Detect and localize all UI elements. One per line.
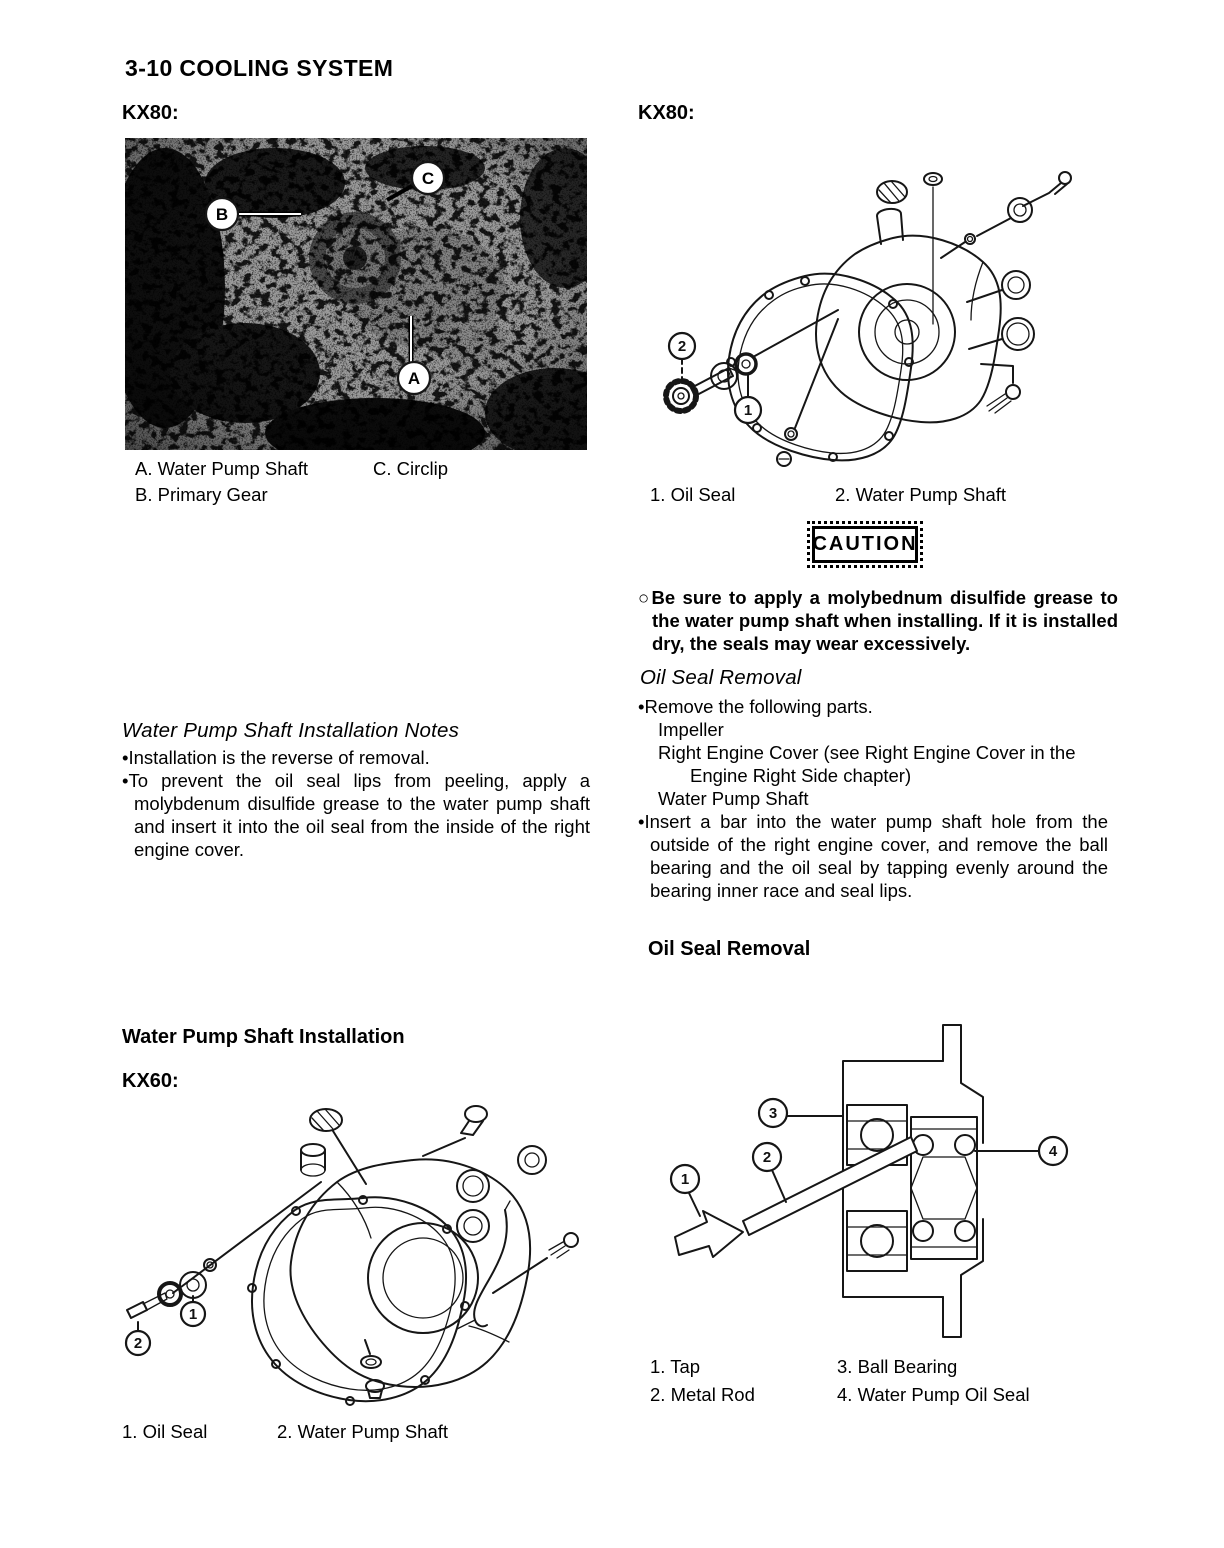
kx60-callout-2: 2 bbox=[133, 1335, 143, 1352]
removal-callout-2: 2 bbox=[762, 1149, 772, 1166]
photo-caption-c: C. Circlip bbox=[373, 458, 449, 479]
caution-badge: CAUTION bbox=[812, 526, 918, 563]
photo-callout-c: C bbox=[421, 169, 435, 188]
bullet-icon: • bbox=[638, 696, 645, 717]
leader-line bbox=[173, 1182, 321, 1293]
removal-callout-4: 4 bbox=[1048, 1143, 1058, 1160]
kx80-caption-2: 2. Water Pump Shaft bbox=[835, 484, 1007, 505]
installation-heading: Water Pump Shaft Installation bbox=[122, 1026, 405, 1048]
page-title: 3-10 COOLING SYSTEM bbox=[125, 55, 394, 81]
kx60-caption-2: 2. Water Pump Shaft bbox=[277, 1421, 449, 1442]
cover-section-drawing bbox=[843, 1025, 983, 1337]
kx80-label-left: KX80: bbox=[122, 102, 179, 124]
tap-arrow-drawing bbox=[675, 1211, 743, 1257]
seal-ring-drawing bbox=[457, 1146, 546, 1202]
kx80-callout-2: 2 bbox=[677, 338, 687, 355]
kx60-caption-1: 1. Oil Seal bbox=[122, 1421, 208, 1442]
photo-caption-a: A. Water Pump Shaft bbox=[135, 458, 309, 479]
cap-drawing bbox=[310, 1109, 366, 1184]
install-notes-heading: Water Pump Shaft Installation Notes bbox=[122, 719, 460, 742]
kx60-callout-1: 1 bbox=[188, 1306, 198, 1323]
removal-part-cover: Right Engine Cover (see Right Engine Cover in the Engine Right Side chapter) bbox=[658, 742, 1076, 786]
bullet-icon: • bbox=[122, 747, 129, 768]
ball-bearing-drawing bbox=[847, 1105, 907, 1271]
kx60-label: KX60: bbox=[122, 1070, 179, 1092]
install-notes-block bbox=[122, 719, 590, 861]
oil-seal-removal-figure bbox=[655, 1005, 1115, 1350]
removal-caption-2: 2. Metal Rod bbox=[650, 1384, 755, 1405]
removal-caption-1: 1. Tap bbox=[650, 1356, 701, 1377]
photo-callout-a: A bbox=[407, 369, 421, 388]
filler-neck-drawing bbox=[301, 1144, 325, 1176]
kx60-exploded-figure bbox=[113, 1098, 630, 1410]
engine-photo-texture bbox=[125, 138, 587, 450]
kx80-exploded-figure bbox=[645, 152, 1120, 477]
removal-callout-3: 3 bbox=[768, 1105, 778, 1122]
cap-drawing bbox=[877, 181, 907, 203]
removal-caption-4: 4. Water Pump Oil Seal bbox=[837, 1384, 1030, 1405]
install-note-1: •Installation is the reverse of removal. bbox=[122, 747, 430, 768]
oil-seal-removal-heading: Oil Seal Removal bbox=[640, 666, 802, 689]
kx80-caption-1: 1. Oil Seal bbox=[650, 484, 736, 505]
bullet-icon: • bbox=[638, 811, 645, 832]
oil-seal-removal-figure-heading: Oil Seal Removal bbox=[648, 938, 811, 960]
bullet-icon: • bbox=[122, 770, 129, 791]
washer-screw-drawing bbox=[777, 319, 838, 466]
photo-caption-b: B. Primary Gear bbox=[135, 484, 268, 505]
removal-step-2: •Insert a bar into the water pump shaft hole from the outside of the right engine cover, and remove the ball bearing and the oil seal by tapping evenly around the bearing inner race and seal lips. bbox=[638, 811, 1108, 901]
removal-step-1: •Remove the following parts. bbox=[638, 696, 873, 717]
removal-part-shaft: Water Pump Shaft bbox=[658, 788, 809, 809]
engine-cover-drawing bbox=[290, 1159, 530, 1387]
kx80-photo-figure bbox=[125, 138, 587, 450]
nut-drawing bbox=[924, 173, 942, 324]
ring-bullet-icon: ○ bbox=[638, 587, 652, 608]
install-note-2: •To prevent the oil seal lips from peeling, apply a molybdenum disulfide grease to the water pump shaft and insert it into the oil seal from the inside of the right engine cover. bbox=[122, 770, 590, 860]
kx80-label-right: KX80: bbox=[638, 102, 695, 124]
oil-seal-removal-list bbox=[638, 695, 1108, 902]
removal-caption-3: 3. Ball Bearing bbox=[837, 1356, 958, 1377]
plug-drawing bbox=[423, 1106, 487, 1156]
removal-part-impeller: Impeller bbox=[658, 719, 724, 740]
kx80-callout-1: 1 bbox=[743, 402, 753, 419]
caution-text: ○Be sure to apply a molybednum disulfide grease to the water pump shaft when installing. If it is installed dry, the seals may wear excessively. bbox=[638, 587, 1118, 654]
bolt-drawing bbox=[941, 172, 1071, 258]
removal-callout-1: 1 bbox=[680, 1171, 690, 1188]
photo-callout-b: B bbox=[215, 205, 229, 224]
oil-seal-section-drawing bbox=[911, 1117, 977, 1259]
